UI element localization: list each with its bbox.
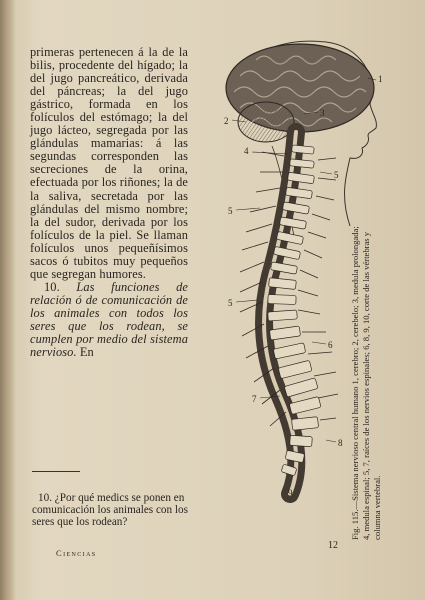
fig-label-6: 6 [328,340,333,350]
paragraph-italic-text: Las funciones de relación ó de comunicación de los animales con todos los seres que los rodean, se cumplen por medio del sistema nervioso. [30,279,189,360]
paragraph-secretions: primeras pertenecen á la de la bilis, procedente del hígado; la del jugo pancreático, derivada del páncreas; la del jugo gástrico, formada en los folículos del estómago; la del jugo lácteo, segregada por las glándulas mamarias: á las segundas corresponden las secreciones de la orina, efectuada por los riñones; la de la saliva, secretada por las glándulas del mismo nombre; la del sudor, derivada por los folículos de la piel. Se llaman folículos unos pequeñísimos sacos ó tubitos muy pequeños que segregan humores. [30,45,188,281]
vertebrae [268,145,321,476]
fig-label-5b: 5 [228,206,233,216]
figure-caption-container [350,220,402,540]
paragraph-number: 10. [44,279,60,294]
fig-label-8: 8 [338,438,343,448]
fig-label-5c: 5 [228,298,233,308]
main-text-column [30,46,188,359]
fig-label-5a: 5 [334,170,339,180]
paragraph-tail: En [79,345,94,360]
fig-label-1: 1 [378,74,383,84]
footer-book-title: Ciencias [56,548,97,558]
book-gutter-shadow [0,0,16,600]
fig-label-3: 3 [320,108,325,118]
fig-label-2: 2 [224,116,229,126]
cerebellum [238,102,294,142]
fig-label-9: 9 [288,488,293,498]
paragraph-nervous-system [30,281,188,359]
review-question: 10. ¿Por qué medics se ponen en comunicación los animales con los seres que los rodean? [32,492,188,529]
fig-label-7: 7 [252,394,257,404]
fig-label-4: 4 [244,146,249,156]
footer-signature-number: 12 [328,540,338,551]
section-divider [32,471,80,472]
figure-caption: Fig. 115.—Sistema nervioso central humano 1, cerebro; 2, cerebelo; 3, medula prolongada; 4, medula espinal; 5, 7, raíces de los nervios espinales; 6, 8, 9, 10, corte de las vértebras y columna vertebral. [350,226,383,540]
